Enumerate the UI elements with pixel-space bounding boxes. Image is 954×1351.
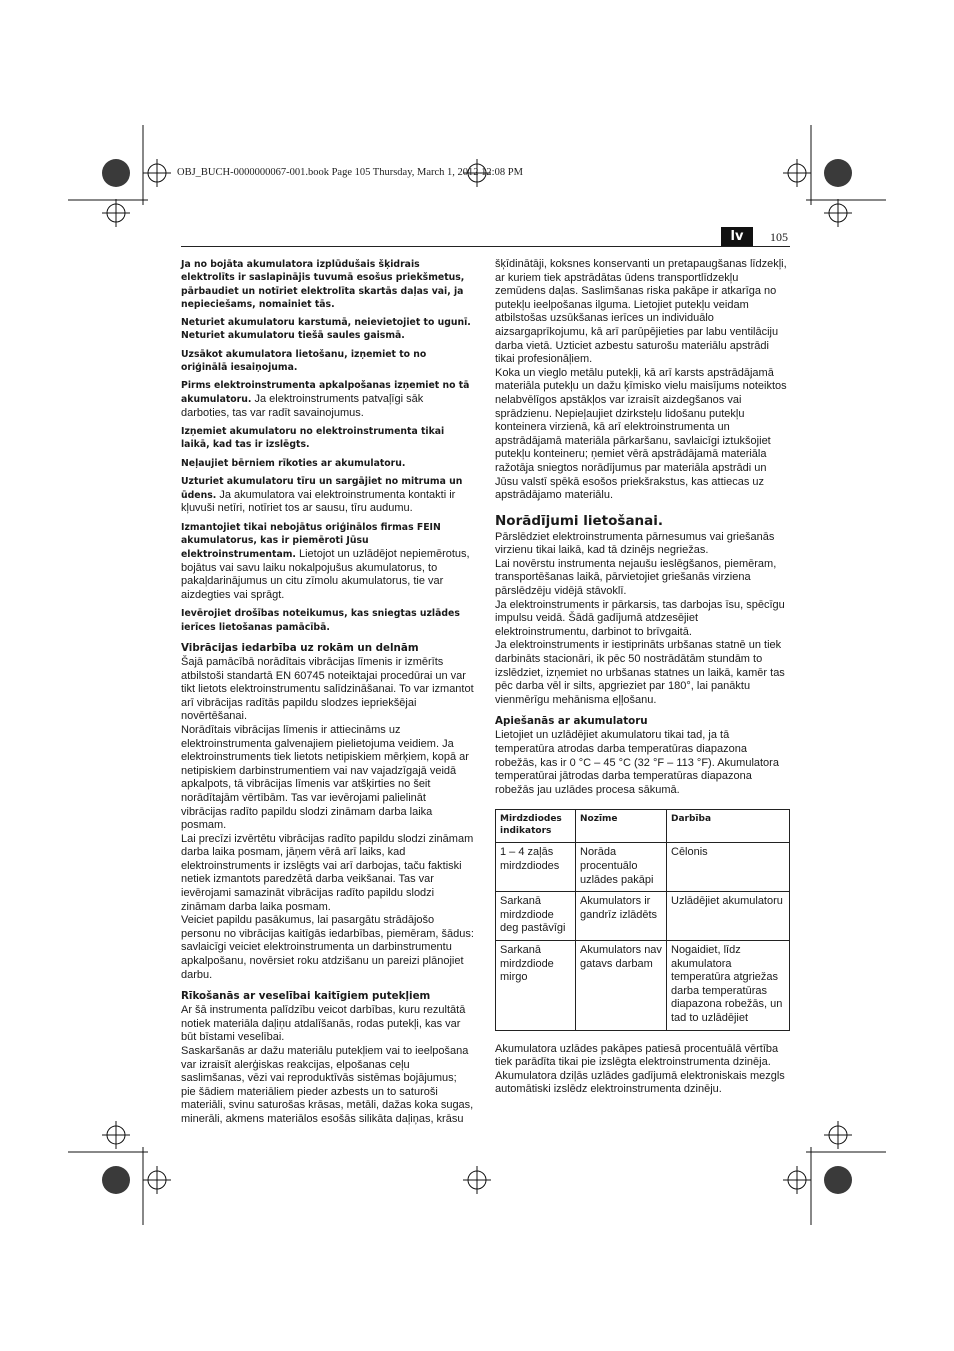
- header-rule: [181, 246, 790, 247]
- body-paragraph: Lai novērstu instrumenta nejaušu ieslēgšanos, piemēram, transportēšanas laikā, pārvietojiet griešanās virziena pārslēdzēju vidējā stāvoklī.: [495, 557, 777, 598]
- body-paragraph: Lai precīzi izvērtētu vibrācijas radīto papildu slodzi zināmam darba laika posmam, jāņem vērā arī laiks, kad elektroinstruments ir izslēgts vai arī darbojas, taču faktiski netiek izmantots paredzētā darba veikšanai. Tas var ievērojami samazināt vibrācijas radīto papildu slodzi zināmam darba laika posmam.: [181, 832, 474, 913]
- body-paragraph: Šajā pamācībā norādītais vibrācijas līmenis ir izmērīts atbilstoši standartā EN 60745 noteiktajai procedūrai un var tikt lietots elektroinstrumentu salīdzināšanai. To var izmantot arī vibrācijas radītās papildu slodzes iepriekšējai novērtēšanai.: [181, 655, 474, 723]
- section-heading-battery: Apiešanās ar akumulatoru: [495, 715, 648, 728]
- table-header-action: Darbība: [667, 810, 790, 843]
- body-paragraph: Pārslēdziet elektroinstrumenta pārnesumus vai griešanās virzienu tikai laikā, kad tā dzinējs negriežas.: [495, 530, 775, 557]
- table-cell: Sarkanā mirdzdiode mirgo: [496, 940, 576, 1030]
- body-paragraph: Ja elektroinstruments ir iestiprināts urbšanas statnē un tiek darbināts stacionāri, ik pēc 50 nostrādātām stundām to izslēdziet, izņemiet no urbšanas statnes un laikā, kamēr tas pēc darba vēl ir silts, apgrieziet par 180°, lai panāktu vienmērīgu mehānisma eļļošanu.: [495, 639, 785, 706]
- book-header-line: OBJ_BUCH-0000000067-001.book Page 105 Thursday, March 1, 2012 12:08 PM: [177, 167, 523, 178]
- body-paragraph: Ar šā instrumenta palīdzību veicot darbības, kuru rezultātā notiek materiāla daļiņu atdalīšanās, rodas putekļi, kas var būt bīstami veselībai.: [181, 1004, 466, 1044]
- warning-paragraph: Uzturiet akumulatoru tīru un sargājiet no mitruma un ūdens. Ja akumulatora vai elektroinstrumenta kontakti ir kļuvuši netīri, notīriet tos ar sausu, tīru audumu.: [181, 476, 463, 515]
- table-cell: 1 – 4 zaļās mirdzdiodes: [496, 843, 576, 892]
- table-cell: Akumulators nav gatavs darbam: [576, 940, 667, 1030]
- warning-paragraph: Izņemiet akumulatoru no elektroinstrumenta tikai laikā, kad tas ir izslēgts.: [181, 426, 445, 451]
- warning-paragraph: Izmantojiet tikai nebojātus oriģinālos firmas FEIN akumulatorus, kas ir piemēroti Jūsu elektroinstrumentam. Lietojot un uzlādējot nepiemērotus, bojātus vai savu laiku nokalpojušus akumulatorus, to pakaļdarinājumus un citu zīmolu akumulatorus, tie var aizdegties vai sprāgt.: [181, 521, 470, 601]
- table-row: [496, 940, 790, 1030]
- warning-paragraph: Ja no bojāta akumulatora izplūdušais šķidrais elektrolīts ir saslapinājis tuvumā esošus priekšmetus, pārbaudiet un notīriet elektrolīta skartās daļas vai, ja nepieciešams, nomainiet tās.: [181, 259, 465, 310]
- registration-circle-top-right: [824, 159, 852, 187]
- warning-paragraph: Neļaujiet bērniem rīkoties ar akumulatoru.: [181, 457, 406, 469]
- registration-circle-bottom-right: [824, 1166, 852, 1194]
- language-tab: lv: [721, 227, 753, 246]
- led-indicator-table: [495, 809, 790, 1030]
- table-cell: Uzlādējiet akumulatoru: [667, 892, 790, 941]
- table-cell: Nogaidiet, līdz akumulatora temperatūra atgriežas darba temperatūras diapazona robežās, un tad to uzlādējiet: [667, 940, 790, 1030]
- body-paragraph: Akumulatora uzlādes pakāpes patiesā procentuālā vērtība tiek parādīta tikai pie izslēgta elektroinstrumenta dzinēja.: [495, 1042, 779, 1069]
- section-heading-vibration: Vibrācijas iedarbība uz rokām un delnām: [181, 641, 419, 654]
- body-paragraph: Veiciet papildu pasākumus, lai pasargātu strādājošo personu no vibrācijas kaitīgās iedarbības, piemēram, šādus: savlaicīgi veiciet elektroinstrumenta un darbinstrumentu apkalpošanu, novērsiet roku atdzišanu un pareizi plānojiet darbu.: [181, 914, 474, 981]
- table-cell: Cēlonis: [667, 843, 790, 892]
- table-header-row: [496, 810, 790, 843]
- body-paragraph: Ja elektroinstruments ir pārkarsis, tas darbojas īsu, spēcīgu impulsu veidā. Šādā gadījumā atdzesējiet elektroinstrumentu, darbinot to brīvgaitā.: [495, 598, 785, 638]
- table-header-led: Mirdzdiodes indikators: [496, 810, 576, 843]
- body-paragraph: šķīdinātāji, koksnes konservanti un pretapaugšanas līdzekļi, ar kuriem tiek apstrādātas ūdens transportlīdzekļu zemūdens daļas. Saslimšanas riska pakāpe ir atkarīga no putekļu ieelpošanas ilguma. Lietojiet putekļu veidam atbilstošas uzsūkšanas ierīces un individuālo aizsargaprīkojumu, kā arī parūpējieties par labu ventilāciju darba vietā. Uzticiet azbestu saturošu materiālu apstrādi tikai profesionāļiem.: [495, 258, 787, 366]
- warning-paragraph: Pirms elektroinstrumenta apkalpošanas izņemiet no tā akumulatoru. Ja elektroinstruments patvaļīgi sāk darboties, tas var radīt savainojumus.: [181, 380, 470, 419]
- right-column: [495, 258, 790, 1097]
- warning-paragraph: Ievērojiet drošības noteikumus, kas sniegtas uzlādes ierīces lietošanas pamācībā.: [181, 608, 460, 633]
- table-cell: Norāda procentuālo uzlādes pakāpi: [576, 843, 667, 892]
- table-cell: Akumulators ir gandrīz izlādēts: [576, 892, 667, 941]
- table-row: [496, 843, 790, 892]
- body-paragraph: Lietojiet un uzlādējiet akumulatoru tikai tad, ja tā temperatūra atrodas darba temperatūras diapazona robežās, kas ir 0 °C – 45 °C (32 °F – 113 °F). Akumulatora temperatūrai jātrodas darba temperatūras diapazona robežās jau uzlādes procesa sākumā.: [495, 729, 779, 796]
- table-cell: Sarkanā mirdzdiode deg pastāvīgi: [496, 892, 576, 941]
- warning-paragraph: Uzsākot akumulatora lietošanu, izņemiet to no oriģinālā iesaiņojuma.: [181, 348, 427, 374]
- registration-circle-top-left: [102, 159, 130, 187]
- section-heading-dust: Rīkošanās ar veselībai kaitīgiem putekļiem: [181, 990, 431, 1003]
- table-row: [496, 892, 790, 941]
- registration-circle-bottom-left: [102, 1166, 130, 1194]
- section-heading-usage: Norādījumi lietošanai.: [495, 512, 664, 529]
- body-paragraph: Saskaršanās ar dažu materiālu putekļiem vai to ieelpošana var izraisīt alerģiskas reakcijas, elpošanas ceļu saslimšanas, vēzi vai reproduktīvās sistēmas bojājumus; pie šādiem materiāliem pieder azbests un to saturoši materiāli, svinu saturošas krāsas, metāli, dažas koka sugas, minerāli, akmens materiālos esošās silikāta daļiņas, krāsu: [181, 1045, 474, 1125]
- table-header-meaning: Nozīme: [576, 810, 667, 843]
- body-paragraph: Akumulatora dziļās uzlādes gadījumā elektroniskais mezgls automātiski izslēdz elektroinstrumenta dzinēju.: [495, 1069, 785, 1096]
- body-paragraph: Koka un vieglo metālu putekļi, kā arī karsts apstrādājamā materiāla putekļu un dažu ķīmisko vielu maisījums noteiktos nelabvēlīgos apstākļos var izraisīt aizdegšanos vai sprādzienu. Nepieļaujiet dzirksteļu lidošanu putekļu konteinera virzienā, kā arī elektroinstrumenta un apstrādājamā materiāla pārkaršanu, savlaicīgi iztukšojiet putekļu konteineru; ņemiet vērā apstrādājamā materiāla ražotāja sniegtos norādījumus par materiāla apstrādi un Jūsu valstī spēkā esošos priekšrakstus, kas attiecas uz apstrādājamo materiālu.: [495, 366, 787, 502]
- left-column: [181, 258, 474, 1127]
- body-paragraph: Norādītais vibrācijas līmenis ir attiecināms uz elektroinstrumenta galvenajiem pielietojuma veidiem. Ja elektroinstruments tiek lietots netipiskiem mērķiem, kopā ar netipiskiem darbinstrumentiem vai nav vajadzīgajā veidā apkalpots, tā vibrācijas līmenis var atšķirties no šeit norādītajām vērtībām. Tas var ievērojami palielināt vibrācijas radīto papildu slodzi zināmam darba laika posmam.: [181, 723, 469, 832]
- page-number: 105: [770, 230, 788, 244]
- warning-paragraph: Neturiet akumulatoru karstumā, neievietojiet to ugunī. Neturiet akumulatoru tiešā saules gaismā.: [181, 317, 471, 342]
